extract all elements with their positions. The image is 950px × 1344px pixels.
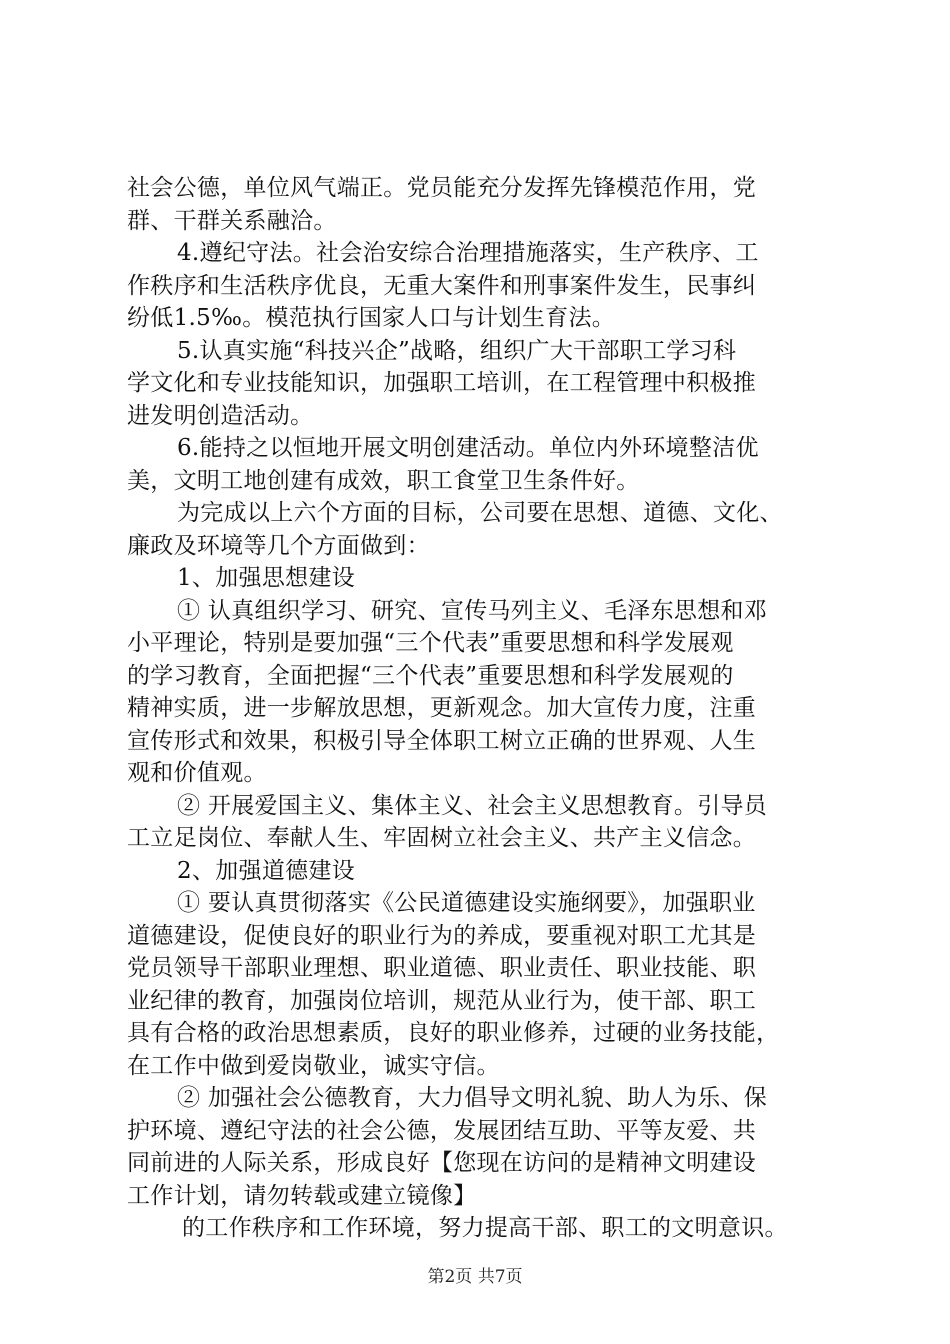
text-line: 业纪律的教育，加强岗位培训，规范从业行为，使干部、职工 (127, 987, 757, 1014)
text-line: 4.遵纪守法。社会治安综合治理措施落实，生产秩序、工 (177, 240, 759, 266)
text-line: 道德建设，促使良好的职业行为的养成，要重视对职工尤其是 (127, 922, 757, 949)
text-line: 同前进的人际关系，形成良好【您现在访问的是精神文明建设 (127, 1150, 757, 1176)
text-line: 小平理论，特别是要加强“三个代表”重要思想和科学发展观 (127, 630, 734, 656)
text-line: 具有合格的政治思想素质，良好的职业修养，过硬的业务技能， (127, 1020, 780, 1046)
text-line: 1、加强思想建设 (177, 565, 356, 591)
text-line: 纷低1.5‰。模范执行国家人口与计划生育法。 (127, 305, 616, 331)
text-line: 护环境、遵纪守法的社会公德，发展团结互助、平等友爱、共 (127, 1117, 757, 1144)
text-line: 作秩序和生活秩序优良，无重大案件和刑事案件发生，民事纠 (127, 272, 757, 299)
text-line: 为完成以上六个方面的目标，公司要在思想、道德、文化、 (177, 500, 783, 526)
text-line: 观和价值观。 (127, 760, 267, 786)
body-text (127, 172, 857, 1245)
text-line: 精神实质，进一步解放思想，更新观念。加大宣传力度，注重 (127, 695, 757, 721)
text-line: 宣传形式和效果，积极引导全体职工树立正确的世界观、人生 (127, 727, 757, 754)
text-line: 廉政及环境等几个方面做到： (127, 532, 430, 559)
page-footer: 第2页 共7页 (427, 1267, 523, 1287)
text-line: 群、干群关系融洽。 (127, 207, 337, 234)
text-line: 学文化和专业技能知识，加强职工培训，在工程管理中积极推 (127, 370, 757, 396)
text-line: 进发明创造活动。 (127, 402, 314, 429)
text-line: 工作计划，请勿转载或建立镜像】 (127, 1182, 477, 1209)
text-line: 5.认真实施“科技兴企”战略，组织广大干部职工学习科 (177, 337, 737, 364)
text-line: 的学习教育，全面把握“三个代表”重要思想和科学发展观的 (127, 662, 734, 689)
text-line: ① 认真组织学习、研究、宣传马列主义、毛泽东思想和邓 (177, 597, 768, 624)
text-line: 6.能持之以恒地开展文明创建活动。单位内外环境整洁优 (177, 435, 759, 461)
text-line: 美，文明工地创建有成效，职工食堂卫生条件好。 (127, 467, 640, 494)
text-line: 的工作秩序和工作环境，努力提高干部、职工的文明意识。 (182, 1215, 788, 1241)
text-line: ② 加强社会公德教育，大力倡导文明礼貌、助人为乐、保 (177, 1085, 768, 1111)
text-line: 在工作中做到爱岗敬业，诚实守信。 (127, 1052, 500, 1079)
text-line: 社会公德，单位风气端正。党员能充分发挥先锋模范作用，党 (127, 175, 757, 201)
text-line: 工立足岗位、奉献人生、牢固树立社会主义、共产主义信念。 (127, 825, 757, 851)
text-line: ② 开展爱国主义、集体主义、社会主义思想教育。引导员 (177, 792, 768, 819)
text-line: 2、加强道德建设 (177, 857, 356, 884)
text-line: 党员领导干部职业理想、职业道德、职业责任、职业技能、职 (127, 955, 757, 981)
text-line: ① 要认真贯彻落实《公民道德建设实施纲要》，加强职业 (177, 890, 756, 916)
